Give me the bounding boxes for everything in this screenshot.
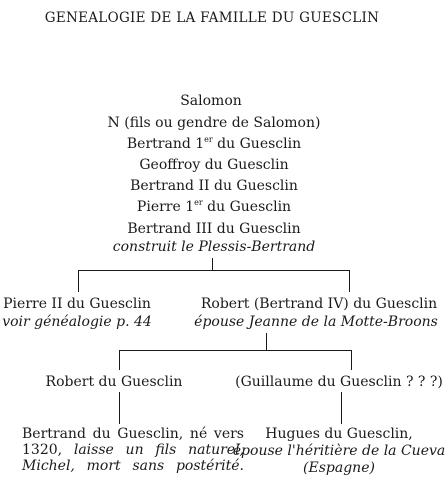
connector-trunk-1: [212, 258, 213, 270]
person-bertrand-1: [127, 136, 301, 152]
connector-drop-robert: [119, 350, 120, 370]
pierre-1-name: Pierre 1: [136, 199, 195, 215]
connector-drop-bertrand: [119, 392, 120, 424]
pierre-1-surname: du Guesclin: [202, 199, 292, 215]
person-bertrand-du-guesclin: [22, 426, 244, 474]
hugues-note: épouse l'héritière de la Cueva: [232, 443, 446, 459]
connector-drop-guillaume: [351, 350, 352, 370]
bertrand-1-ordinal: er: [204, 135, 213, 144]
person-bertrand-3: Bertrand III du Guesclin: [127, 221, 301, 237]
person-pierre-1: [137, 199, 291, 215]
bertrand-line-1: Bertrand du Guesclin, né vers: [22, 426, 244, 442]
person-robert-bertrand-4: Robert (Bertrand IV) du Guesclin: [200, 296, 438, 312]
bertrand-1-name: Bertrand 1: [126, 136, 205, 152]
connector-branch-1: [78, 270, 349, 271]
connector-trunk-2: [266, 333, 267, 350]
connector-drop-robert-b4: [349, 270, 350, 292]
pierre-1-ordinal: er: [194, 198, 203, 207]
person-robert: Robert du Guesclin: [45, 374, 183, 390]
bertrand-line-2: [22, 442, 244, 458]
bertrand-1-surname: du Guesclin: [212, 136, 302, 152]
connector-branch-2: [119, 350, 351, 351]
person-guillaume: (Guillaume du Guesclin ? ? ?): [235, 374, 443, 390]
person-n: N (fils ou gendre de Salomon): [107, 115, 321, 131]
hugues-note-2: (Espagne): [303, 460, 375, 476]
page-title: GENEALOGIE DE LA FAMILLE DU GUESCLIN: [44, 10, 380, 26]
connector-drop-hugues: [341, 392, 342, 424]
person-pierre-2: Pierre II du Guesclin: [3, 296, 151, 312]
person-bertrand-2: Bertrand II du Guesclin: [130, 178, 298, 194]
connector-drop-pierre-2: [78, 270, 79, 292]
bertrand-3-note: construit le Plessis-Bertrand: [112, 239, 316, 255]
person-salomon: Salomon: [180, 93, 242, 109]
bertrand-line-2-italic: laisse un fils naturel,: [73, 442, 244, 458]
person-hugues: Hugues du Guesclin,: [265, 426, 413, 442]
pierre-2-note: voir généalogie p. 44: [2, 314, 152, 330]
bertrand-line-3: Michel, mort sans postérité.: [22, 458, 244, 474]
robert-bertrand-4-note: épouse Jeanne de la Motte-Broons: [194, 314, 438, 330]
person-geoffroy: Geoffroy du Guesclin: [139, 157, 289, 173]
bertrand-line-2-plain: 1320,: [22, 442, 74, 458]
